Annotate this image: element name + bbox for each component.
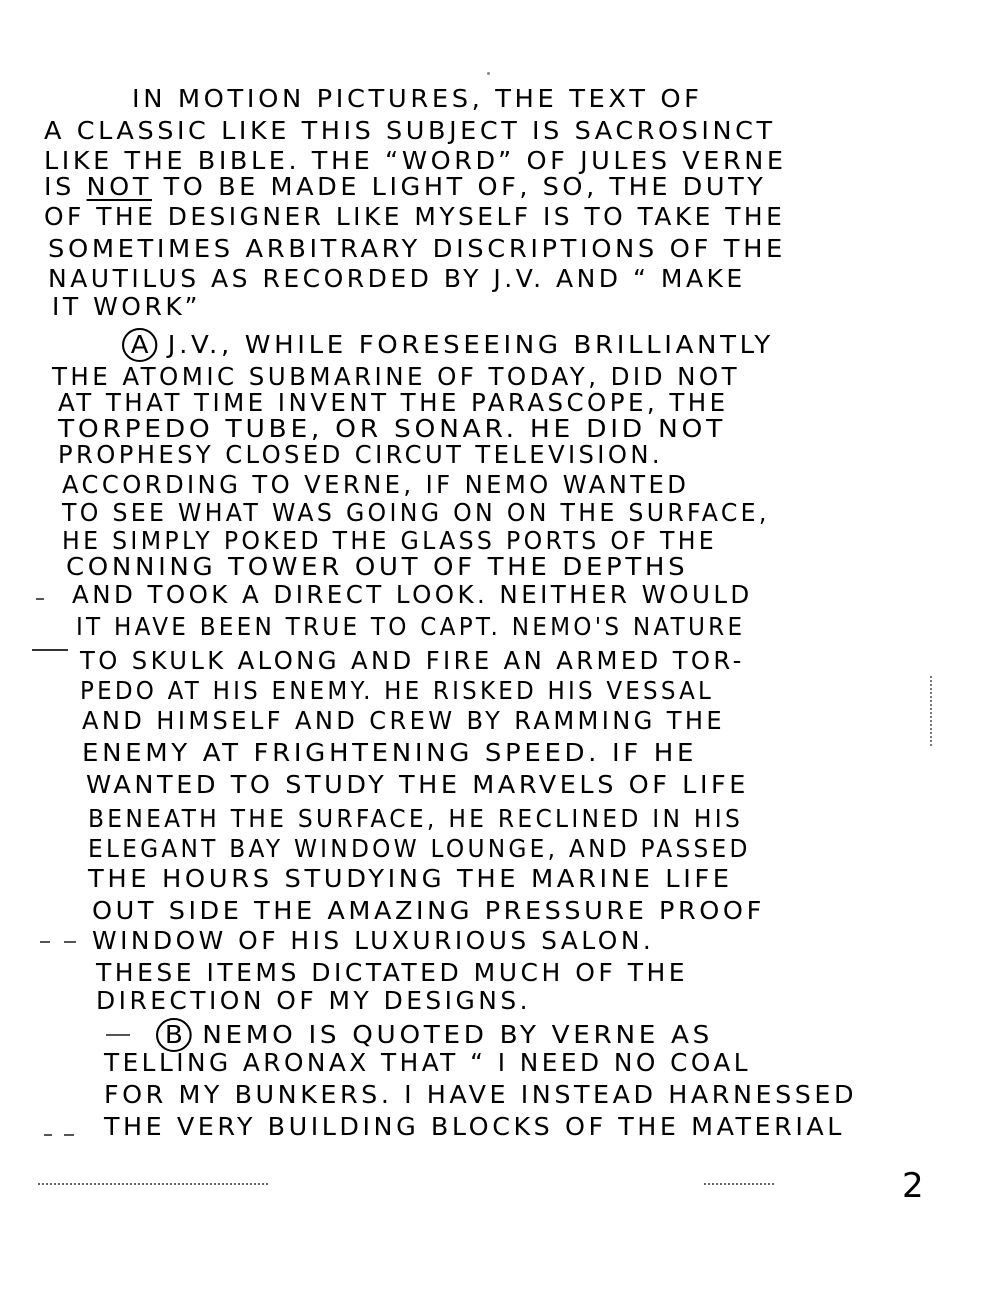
text-line-4-suffix: TO BE MADE LIGHT OF, SO, THE DUTY <box>151 172 767 201</box>
margin-mark <box>64 941 76 943</box>
text-line-2: A CLASSIC LIKE THIS SUBJECT IS SACROSINCT <box>44 116 776 145</box>
text-line-7: NAUTILUS AS RECORDED BY J.V. AND “ MAKE <box>48 264 746 293</box>
margin-mark <box>32 649 68 651</box>
text-line-9-text: J.V., WHILE FORESEEING BRILLIANTLY <box>167 330 774 359</box>
text-line-11: AT THAT TIME INVENT THE PARASCOPE, THE <box>58 388 729 417</box>
text-line-33: TELLING ARONAX THAT “ I NEED NO COAL <box>104 1048 752 1077</box>
text-line-35: THE VERY BUILDING BLOCKS OF THE MATERIAL <box>104 1112 845 1141</box>
text-line-15: TO SEE WHAT WAS GOING ON ON THE SURFACE, <box>62 498 770 527</box>
text-line-17: CONNING TOWER OUT OF THE DEPTHS <box>66 552 689 581</box>
text-line-13: PROPHESY CLOSED CIRCUT TELEVISION. <box>58 440 663 469</box>
text-line-24: WANTED TO STUDY THE MARVELS OF LIFE <box>86 770 749 799</box>
margin-mark <box>40 941 50 943</box>
text-line-29: WINDOW OF HIS LUXURIOUS SALON. <box>92 926 655 955</box>
edge-mark <box>930 676 934 746</box>
edge-mark <box>38 1183 268 1187</box>
text-line-22: AND HIMSELF AND CREW BY RAMMING THE <box>82 706 725 735</box>
text-line-21: PEDO AT HIS ENEMY. HE RISKED HIS VESSAL <box>80 676 715 705</box>
marker-a: A <box>122 328 157 362</box>
text-line-1: IN MOTION PICTURES, THE TEXT OF <box>132 84 703 113</box>
text-line-4-prefix: IS <box>44 172 87 201</box>
text-line-23: ENEMY AT FRIGHTENING SPEED. IF HE <box>82 738 698 767</box>
text-line-20: TO SKULK ALONG AND FIRE AN ARMED TOR- <box>80 646 745 675</box>
text-line-6: SOMETIMES ARBITRARY DISCRIPTIONS OF THE <box>48 234 786 263</box>
text-line-34: FOR MY BUNKERS. I HAVE INSTEAD HARNESSED <box>104 1080 858 1109</box>
text-line-3: LIKE THE BIBLE. THE “WORD” OF JULES VERNE <box>44 146 787 175</box>
margin-mark <box>44 1134 52 1136</box>
text-line-26: ELEGANT BAY WINDOW LOUNGE, AND PASSED <box>88 834 751 863</box>
margin-mark <box>106 1034 130 1036</box>
page-number: 2 <box>902 1166 924 1206</box>
margin-mark <box>36 598 44 600</box>
text-line-32 <box>156 1018 713 1052</box>
text-line-8: IT WORK” <box>52 292 201 321</box>
text-line-12: TORPEDO TUBE, OR SONAR. HE DID NOT <box>58 414 727 443</box>
margin-mark <box>64 1134 74 1136</box>
edge-mark <box>704 1183 774 1187</box>
text-line-25: BENEATH THE SURFACE, HE RECLINED IN HIS <box>88 804 744 833</box>
text-line-16: HE SIMPLY POKED THE GLASS PORTS OF THE <box>62 526 718 555</box>
text-line-31: DIRECTION OF MY DESIGNS. <box>96 986 532 1015</box>
text-line-10: THE ATOMIC SUBMARINE OF TODAY, DID NOT <box>52 362 740 391</box>
text-line-18: AND TOOK A DIRECT LOOK. NEITHER WOULD <box>72 580 753 609</box>
text-line-19: IT HAVE BEEN TRUE TO CAPT. NEMO'S NATURE <box>76 612 746 641</box>
underlined-word: NOT <box>86 172 152 201</box>
text-line-27: THE HOURS STUDYING THE MARINE LIFE <box>88 864 733 893</box>
text-line-9 <box>122 328 774 362</box>
text-line-5: OF THE DESIGNER LIKE MYSELF IS TO TAKE THE <box>44 202 786 231</box>
text-line-28: OUT SIDE THE AMAZING PRESSURE PROOF <box>92 896 765 925</box>
text-line-30: THESE ITEMS DICTATED MUCH OF THE <box>96 958 689 987</box>
text-line-32-text: NEMO IS QUOTED BY VERNE AS <box>202 1020 714 1049</box>
marker-b: B <box>156 1018 192 1052</box>
text-line-4 <box>44 172 766 201</box>
scan-speck <box>487 72 490 75</box>
text-line-14: ACCORDING TO VERNE, IF NEMO WANTED <box>62 470 690 499</box>
